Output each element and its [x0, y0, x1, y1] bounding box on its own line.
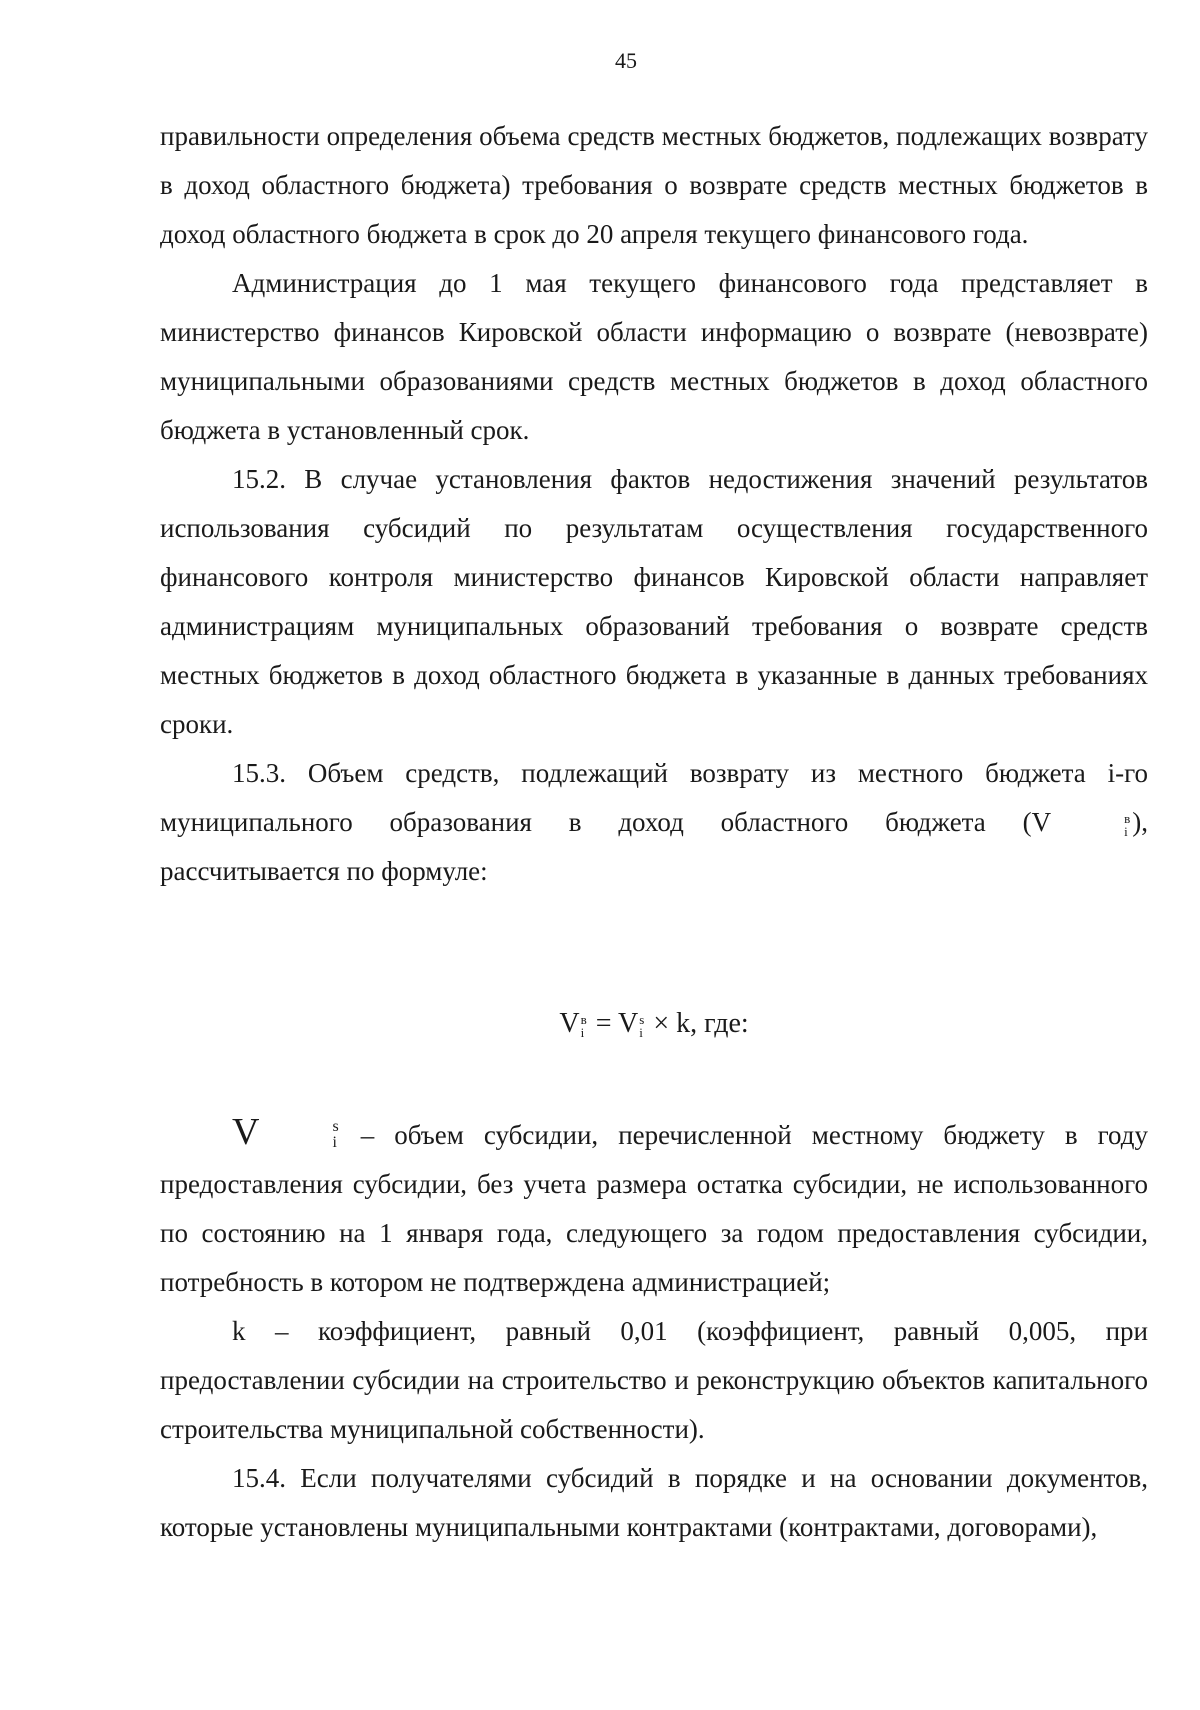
paragraph-15-4: 15.4. Если получателями субсидий в порядке и на основании документов, которые установлены муниципальными контрактами (контрактами, договорами), [160, 1463, 1148, 1542]
text-block-upper [160, 112, 1148, 896]
text-block-lower [160, 1108, 1148, 1552]
paragraph-15-3 [160, 749, 1148, 896]
symbol-vs: V s i [232, 1111, 339, 1153]
page-number: 45 [615, 48, 637, 73]
paragraph-15-3-text: 15.3. Объем средств, подлежащий возврату из местного бюджета i-го муниципального образования в доход областного бюджета [160, 758, 1148, 837]
formula: V в i = V s i × k, где: [559, 1008, 749, 1040]
paragraph-administration: Администрация до 1 мая текущего финансового года представляет в министерство финансов Кировской области информацию о возврате (невозврате) муниципальными образованиями средств местных бюджетов в доход областного бюджета в установленный срок. [160, 268, 1148, 445]
inline-formula-vb: (V в i ) [1022, 807, 1142, 839]
paragraph-vs-definition: V s i – объем субсидии, перечисленной местному бюджету в году предоставления субсидии, без учета размера остатка субсидии, не использованного по состоянию на 1 января года, следующего за годом предоставления субсидии, потребность в котором не подтверждена администрацией; [160, 1111, 1148, 1297]
paragraph-k-definition: k – коэффициент, равный 0,01 (коэффициент, равный 0,005, при предоставлении субсидии на строительство и реконструкцию объектов капитального строительства муниципальной собственности). [160, 1316, 1148, 1444]
paragraph-15-3-tail: , рассчитывается по формуле: [160, 807, 1148, 886]
paragraph-15-2: 15.2. В случае установления фактов недостижения значений результатов использования субсидий по результатам осуществления государственного финансового контроля министерство финансов Кировской области направляет администрациям муниципальных образований требования о возврате средств местных бюджетов в доход областного бюджета в указанные в данных требованиях сроки. [160, 464, 1148, 739]
paragraph-continuation: правильности определения объема средств местных бюджетов, подлежащих возврату в доход областного бюджета) требования о возврате средств местных бюджетов в доход областного бюджета в срок до 20 апреля текущего финансового года. [160, 121, 1148, 249]
